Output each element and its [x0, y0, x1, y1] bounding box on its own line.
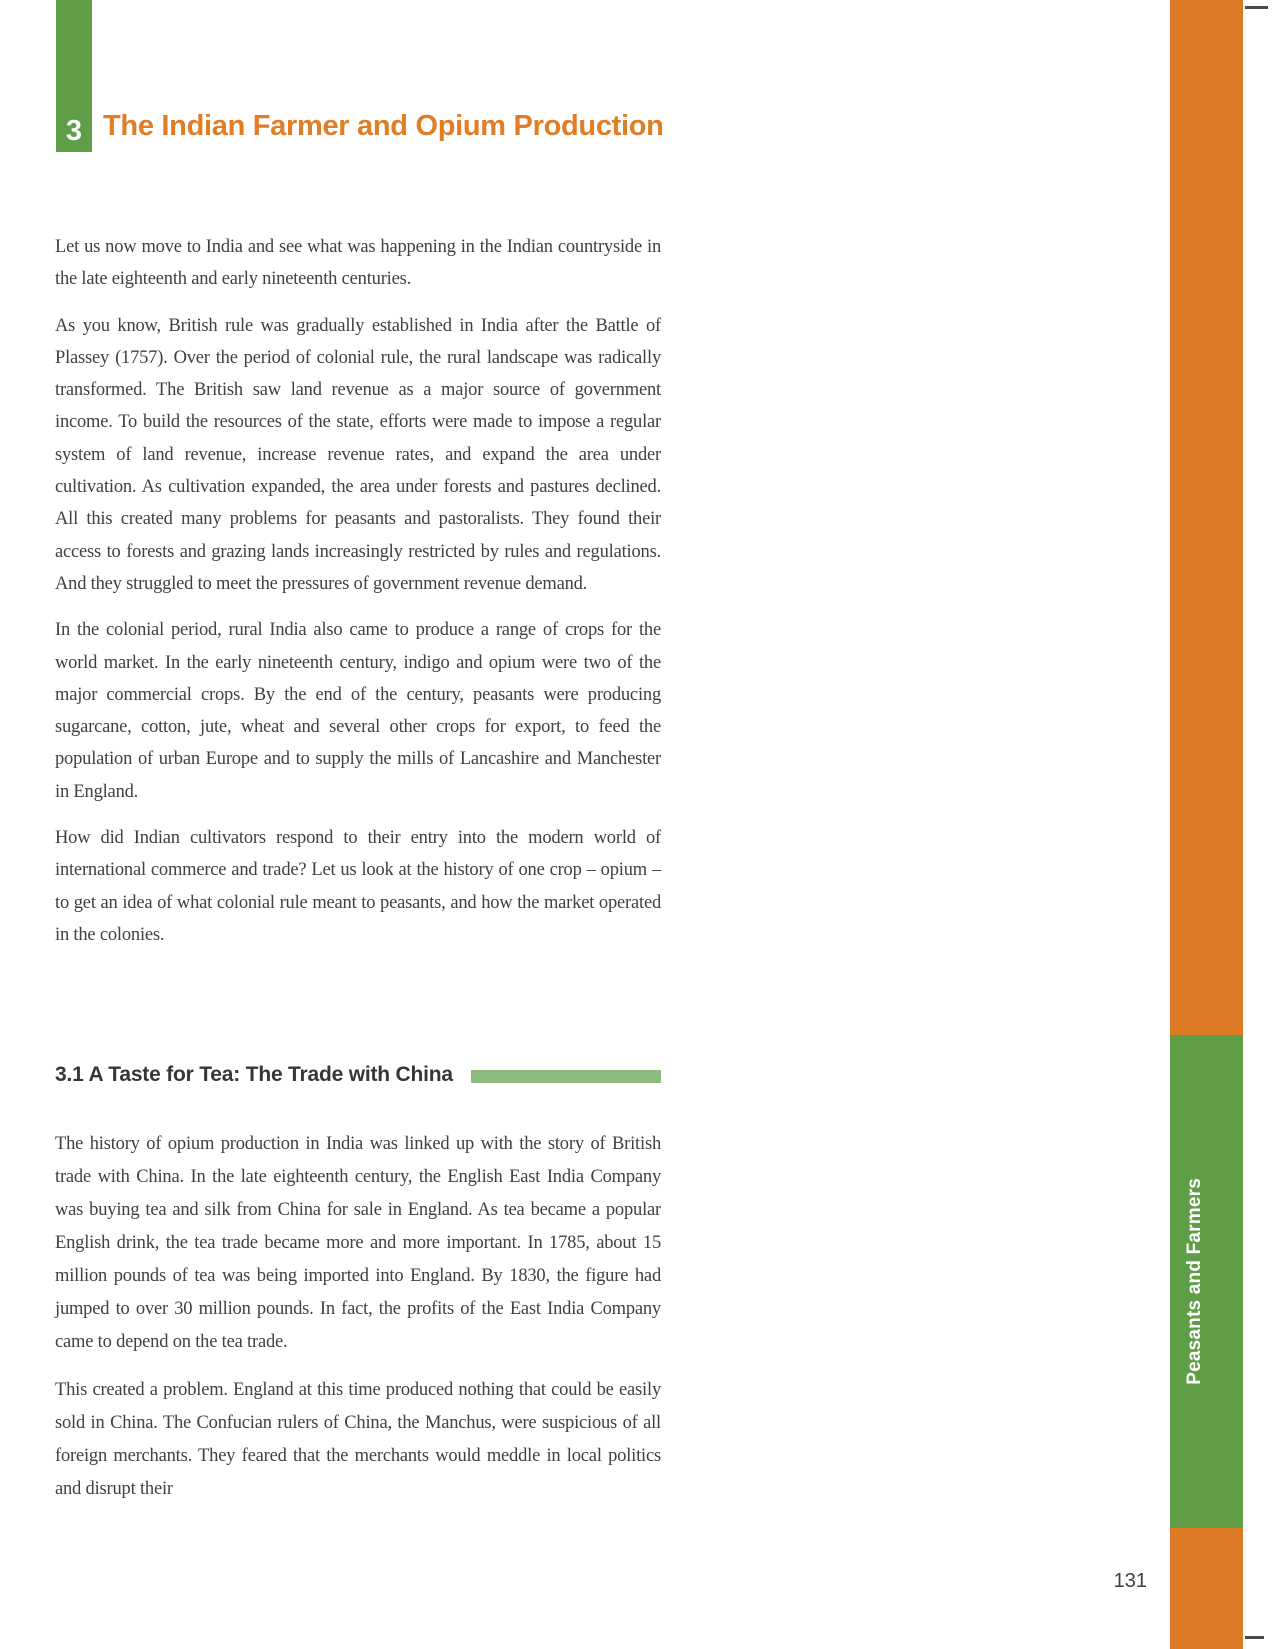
body-paragraph: As you know, British rule was gradually established in India after the Battle of Plassey (1757). Over the period of colonial rule, the rural landscape was radically transformed. The British saw land revenue as a major source of government income. To build the resources of the state, efforts were made to impose a regular system of land revenue, increase revenue rates, and expand the area under cultivation. As cultivation expanded, the area under forests and pastures declined. All this created many problems for peasants and pastoralists. They found their access to forests and grazing lands increasingly restricted by rules and regulations. And they struggled to meet the pressures of government revenue demand. — [55, 315, 661, 594]
body-paragraph: How did Indian cultivators respond to their entry into the modern world of international commerce and trade? Let us look at the history of one crop – opium – to get an idea of what colonial rule meant to peasants, and how the market operated in the colonies. — [55, 828, 661, 945]
edge-band-orange-bottom — [1170, 1528, 1243, 1649]
edge-band-orange-top — [1170, 0, 1243, 1035]
body-paragraph: Let us now move to India and see what was happening in the Indian countryside in the late eighteenth and early nineteenth centuries. — [55, 237, 661, 290]
book-title-band — [1170, 1035, 1243, 1528]
page-number: 131 — [1113, 1570, 1147, 1592]
chapter-number: 3 — [65, 115, 83, 147]
crop-mark-top-right — [1245, 6, 1268, 9]
book-title-vertical-label: Peasants and Farmers — [1183, 1178, 1205, 1385]
crop-mark-bottom-right — [1245, 1636, 1264, 1639]
chapter-number-bar — [56, 0, 92, 152]
body-paragraph: The history of opium production in India was linked up with the story of British trade with China. In the late eighteenth century, the English East India Company was buying tea and silk from China for sale in England. As tea became a popular English drink, the tea trade became more and more important. In 1785, about 15 million pounds of tea was being imported into England. By 1830, the figure had jumped to over 30 million pounds. In fact, the profits of the East India Company came to depend on the tea trade. — [55, 1134, 661, 1352]
section-heading: 3.1 A Taste for Tea: The Trade with China — [55, 1063, 453, 1086]
chapter-title: The Indian Farmer and Opium Production — [103, 110, 664, 142]
section-heading-rule — [471, 1070, 661, 1083]
body-paragraph: In the colonial period, rural India also came to produce a range of crops for the world market. In the early nineteenth century, indigo and opium were two of the major commercial crops. By the end of the century, peasants were producing sugarcane, cotton, jute, wheat and several other crops for export, to feed the population of urban Europe and to supply the mills of Lancashire and Manchester in England. — [55, 620, 661, 802]
section-text-column — [55, 1128, 661, 1521]
intro-text-column — [55, 231, 661, 965]
section-heading-row — [55, 1063, 661, 1087]
body-paragraph: This created a problem. England at this time produced nothing that could be easily sold in China. The Confucian rulers of China, the Manchus, were suspicious of all foreign merchants. They feared that the merchants would meddle in local politics and disrupt their — [55, 1380, 661, 1499]
